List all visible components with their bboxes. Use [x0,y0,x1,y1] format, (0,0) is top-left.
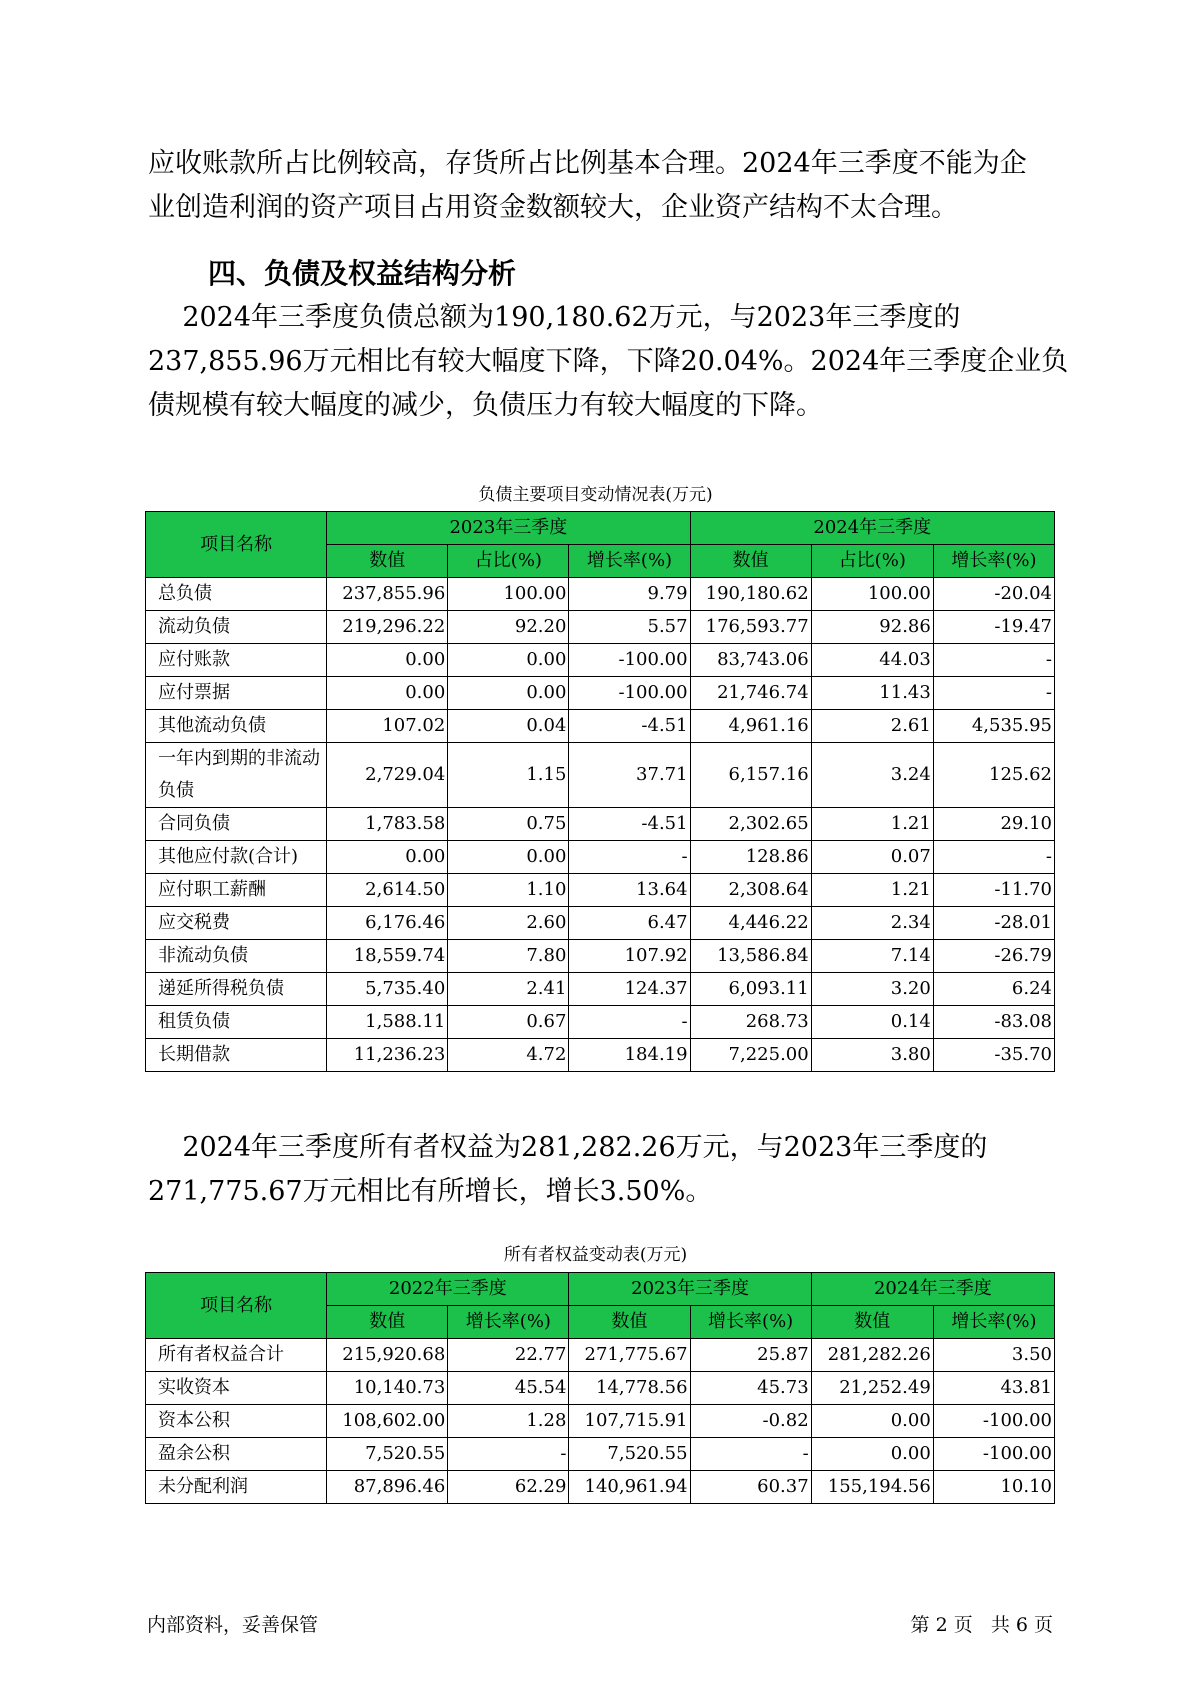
table-cell: 1.10 [448,874,569,907]
table-cell: 184.19 [569,1039,690,1072]
table-cell: 0.00 [327,841,448,874]
column-header: 数值 [811,1306,933,1339]
table-cell: - [933,841,1054,874]
table-cell: -83.08 [933,1006,1054,1039]
table-cell: 0.00 [327,644,448,677]
table-cell: -100.00 [933,1405,1054,1438]
table-cell: - [569,841,690,874]
table-cell: 0.75 [448,808,569,841]
table-cell: 1.21 [811,808,933,841]
table-cell: 237,855.96 [327,578,448,611]
row-label: 资本公积 [146,1405,327,1438]
table-cell: 0.67 [448,1006,569,1039]
table-cell: 4,961.16 [690,710,811,743]
row-label: 实收资本 [146,1372,327,1405]
row-label: 长期借款 [146,1039,327,1072]
column-header: 增长率(%) [933,1306,1054,1339]
column-header: 数值 [327,545,448,578]
table-cell: 14,778.56 [569,1372,690,1405]
table-cell: 1,588.11 [327,1006,448,1039]
table-cell: 2.34 [811,907,933,940]
table-cell: 6,093.11 [690,973,811,1006]
table-cell: 2.60 [448,907,569,940]
row-label: 其他应付款(合计) [146,841,327,874]
table-cell: 60.37 [690,1471,811,1504]
row-label: 未分配利润 [146,1471,327,1504]
table-cell: 1.28 [448,1405,569,1438]
table-cell: 6,157.16 [690,743,811,808]
row-label: 流动负债 [146,611,327,644]
table-cell: 128.86 [690,841,811,874]
row-label: 合同负债 [146,808,327,841]
table-row [146,1006,1055,1039]
table-cell: - [569,1006,690,1039]
period-header: 2024年三季度 [811,1273,1054,1306]
column-header: 数值 [569,1306,690,1339]
period-header: 2022年三季度 [327,1273,569,1306]
table-row [146,1039,1055,1072]
text-line: 237,855.96万元相比有较大幅度下降，下降20.04%。2024年三季度企业负 [148,346,1069,377]
table-cell: 2,614.50 [327,874,448,907]
table-row [146,743,1055,808]
period-header: 2023年三季度 [327,512,690,545]
table-cell: 3.80 [811,1039,933,1072]
text-line: 2024年三季度所有者权益为281,282.26万元，与2023年三季度的 [148,1132,988,1163]
debt-table [145,511,1055,1072]
column-header: 占比(%) [448,545,569,578]
table-cell: 1,783.58 [327,808,448,841]
table-cell: 215,920.68 [327,1339,448,1372]
table-cell: 92.20 [448,611,569,644]
table-cell: - [933,677,1054,710]
table-cell: 281,282.26 [811,1339,933,1372]
table-cell: 4,446.22 [690,907,811,940]
table-cell: -100.00 [933,1438,1054,1471]
table-cell: 107.02 [327,710,448,743]
table-cell: 13,586.84 [690,940,811,973]
column-header: 增长率(%) [690,1306,811,1339]
table-cell: 11.43 [811,677,933,710]
table-cell: 7,520.55 [327,1438,448,1471]
table-cell: 2.61 [811,710,933,743]
equity-paragraph [148,1126,1053,1214]
debt-table-caption: 负债主要项目变动情况表(万元) [478,485,713,505]
table-cell: 7.14 [811,940,933,973]
row-label: 应付职工薪酬 [146,874,327,907]
table-cell: 62.29 [448,1471,569,1504]
column-header: 增长率(%) [933,545,1054,578]
table-cell: 0.07 [811,841,933,874]
table-row [146,1405,1055,1438]
table-cell: 1.15 [448,743,569,808]
table-cell: 25.87 [690,1339,811,1372]
text-line: 271,775.67万元相比有所增长，增长3.50%。 [148,1176,713,1207]
table-cell: 7,520.55 [569,1438,690,1471]
table-cell: 2,729.04 [327,743,448,808]
item-name-header: 项目名称 [146,1273,327,1339]
table-cell: 13.64 [569,874,690,907]
row-label: 一年内到期的非流动负债 [146,743,327,808]
table-cell: 0.14 [811,1006,933,1039]
footer-left: 内部资料，妥善保管 [147,1614,319,1636]
table-cell: 83,743.06 [690,644,811,677]
table-row [146,611,1055,644]
table-row [146,1438,1055,1471]
table-cell: 10.10 [933,1471,1054,1504]
period-header: 2024年三季度 [690,512,1054,545]
row-label: 盈余公积 [146,1438,327,1471]
table-cell: 4,535.95 [933,710,1054,743]
table-cell: 140,961.94 [569,1471,690,1504]
table-cell: 155,194.56 [811,1471,933,1504]
table-cell: 87,896.46 [327,1471,448,1504]
table-cell: 29.10 [933,808,1054,841]
table-cell: 268.73 [690,1006,811,1039]
table-cell: 0.00 [811,1438,933,1471]
table-cell: 7.80 [448,940,569,973]
table-cell: 5.57 [569,611,690,644]
table-row [146,907,1055,940]
table-cell: 0.00 [327,677,448,710]
table-cell: 0.00 [448,677,569,710]
row-label: 其他流动负债 [146,710,327,743]
item-name-header: 项目名称 [146,512,327,578]
row-label: 应付账款 [146,644,327,677]
row-label: 所有者权益合计 [146,1339,327,1372]
table-cell: 219,296.22 [327,611,448,644]
table-cell: 190,180.62 [690,578,811,611]
table-cell: -19.47 [933,611,1054,644]
table-row [146,808,1055,841]
table-cell: 92.86 [811,611,933,644]
table-row [146,1471,1055,1504]
intro-paragraph [148,142,1053,230]
table-cell: 6,176.46 [327,907,448,940]
table-cell: - [448,1438,569,1471]
table-cell: 44.03 [811,644,933,677]
column-header: 增长率(%) [448,1306,569,1339]
text-line: 债规模有较大幅度的减少，负债压力有较大幅度的下降。 [148,390,823,421]
equity-table-caption: 所有者权益变动表(万元) [503,1245,688,1265]
table-cell: 4.72 [448,1039,569,1072]
text-line: 业创造利润的资产项目占用资金数额较大，企业资产结构不太合理。 [148,192,958,223]
table-cell: - [690,1438,811,1471]
table-row [146,578,1055,611]
table-cell: 100.00 [448,578,569,611]
table-cell: 22.77 [448,1339,569,1372]
table-row [146,1372,1055,1405]
row-label: 非流动负债 [146,940,327,973]
table-cell: 125.62 [933,743,1054,808]
column-header: 增长率(%) [569,545,690,578]
table-cell: 176,593.77 [690,611,811,644]
table-cell: 37.71 [569,743,690,808]
table-cell: 21,746.74 [690,677,811,710]
row-label: 应付票据 [146,677,327,710]
table-cell: - [933,644,1054,677]
table-row [146,644,1055,677]
table-cell: -4.51 [569,710,690,743]
table-cell: 0.00 [448,644,569,677]
table-row [146,841,1055,874]
table-cell: 271,775.67 [569,1339,690,1372]
table-cell: -26.79 [933,940,1054,973]
table-cell: 2.41 [448,973,569,1006]
table-cell: 2,302.65 [690,808,811,841]
table-cell: 21,252.49 [811,1372,933,1405]
table-cell: 45.73 [690,1372,811,1405]
table-row [146,677,1055,710]
table-cell: 108,602.00 [327,1405,448,1438]
table-row [146,710,1055,743]
table-row [146,940,1055,973]
table-cell: 3.50 [933,1339,1054,1372]
row-label: 总负债 [146,578,327,611]
table-cell: 107,715.91 [569,1405,690,1438]
text-line: 2024年三季度负债总额为190,180.62万元，与2023年三季度的 [148,302,961,333]
table-cell: 0.04 [448,710,569,743]
section-heading: 四、负债及权益结构分析 [208,257,517,290]
row-label: 递延所得税负债 [146,973,327,1006]
table-row [146,1339,1055,1372]
table-cell: 3.20 [811,973,933,1006]
table-cell: 18,559.74 [327,940,448,973]
row-label: 应交税费 [146,907,327,940]
table-cell: -20.04 [933,578,1054,611]
table-cell: 1.21 [811,874,933,907]
period-header: 2023年三季度 [569,1273,811,1306]
table-cell: 2,308.64 [690,874,811,907]
table-cell: 107.92 [569,940,690,973]
table-cell: -0.82 [690,1405,811,1438]
table-cell: -100.00 [569,644,690,677]
table-cell: 0.00 [448,841,569,874]
table-cell: -11.70 [933,874,1054,907]
table-row [146,874,1055,907]
debt-paragraph [148,296,1069,428]
table-cell: 45.54 [448,1372,569,1405]
row-label: 租赁负债 [146,1006,327,1039]
table-cell: -100.00 [569,677,690,710]
table-cell: 124.37 [569,973,690,1006]
table-cell: -35.70 [933,1039,1054,1072]
table-cell: 3.24 [811,743,933,808]
table-cell: 11,236.23 [327,1039,448,1072]
table-cell: 43.81 [933,1372,1054,1405]
text-line: 应收账款所占比例较高，存货所占比例基本合理。2024年三季度不能为企 [148,148,1027,179]
column-header: 占比(%) [811,545,933,578]
table-cell: 6.24 [933,973,1054,1006]
equity-table [145,1272,1055,1504]
table-cell: 10,140.73 [327,1372,448,1405]
table-row [146,973,1055,1006]
table-cell: 0.00 [811,1405,933,1438]
table-cell: -4.51 [569,808,690,841]
table-cell: 9.79 [569,578,690,611]
column-header: 数值 [327,1306,448,1339]
table-cell: 6.47 [569,907,690,940]
footer-page-number: 第 2 页 共 6 页 [910,1614,1053,1636]
table-cell: 7,225.00 [690,1039,811,1072]
table-cell: 100.00 [811,578,933,611]
table-cell: 5,735.40 [327,973,448,1006]
column-header: 数值 [690,545,811,578]
table-cell: -28.01 [933,907,1054,940]
